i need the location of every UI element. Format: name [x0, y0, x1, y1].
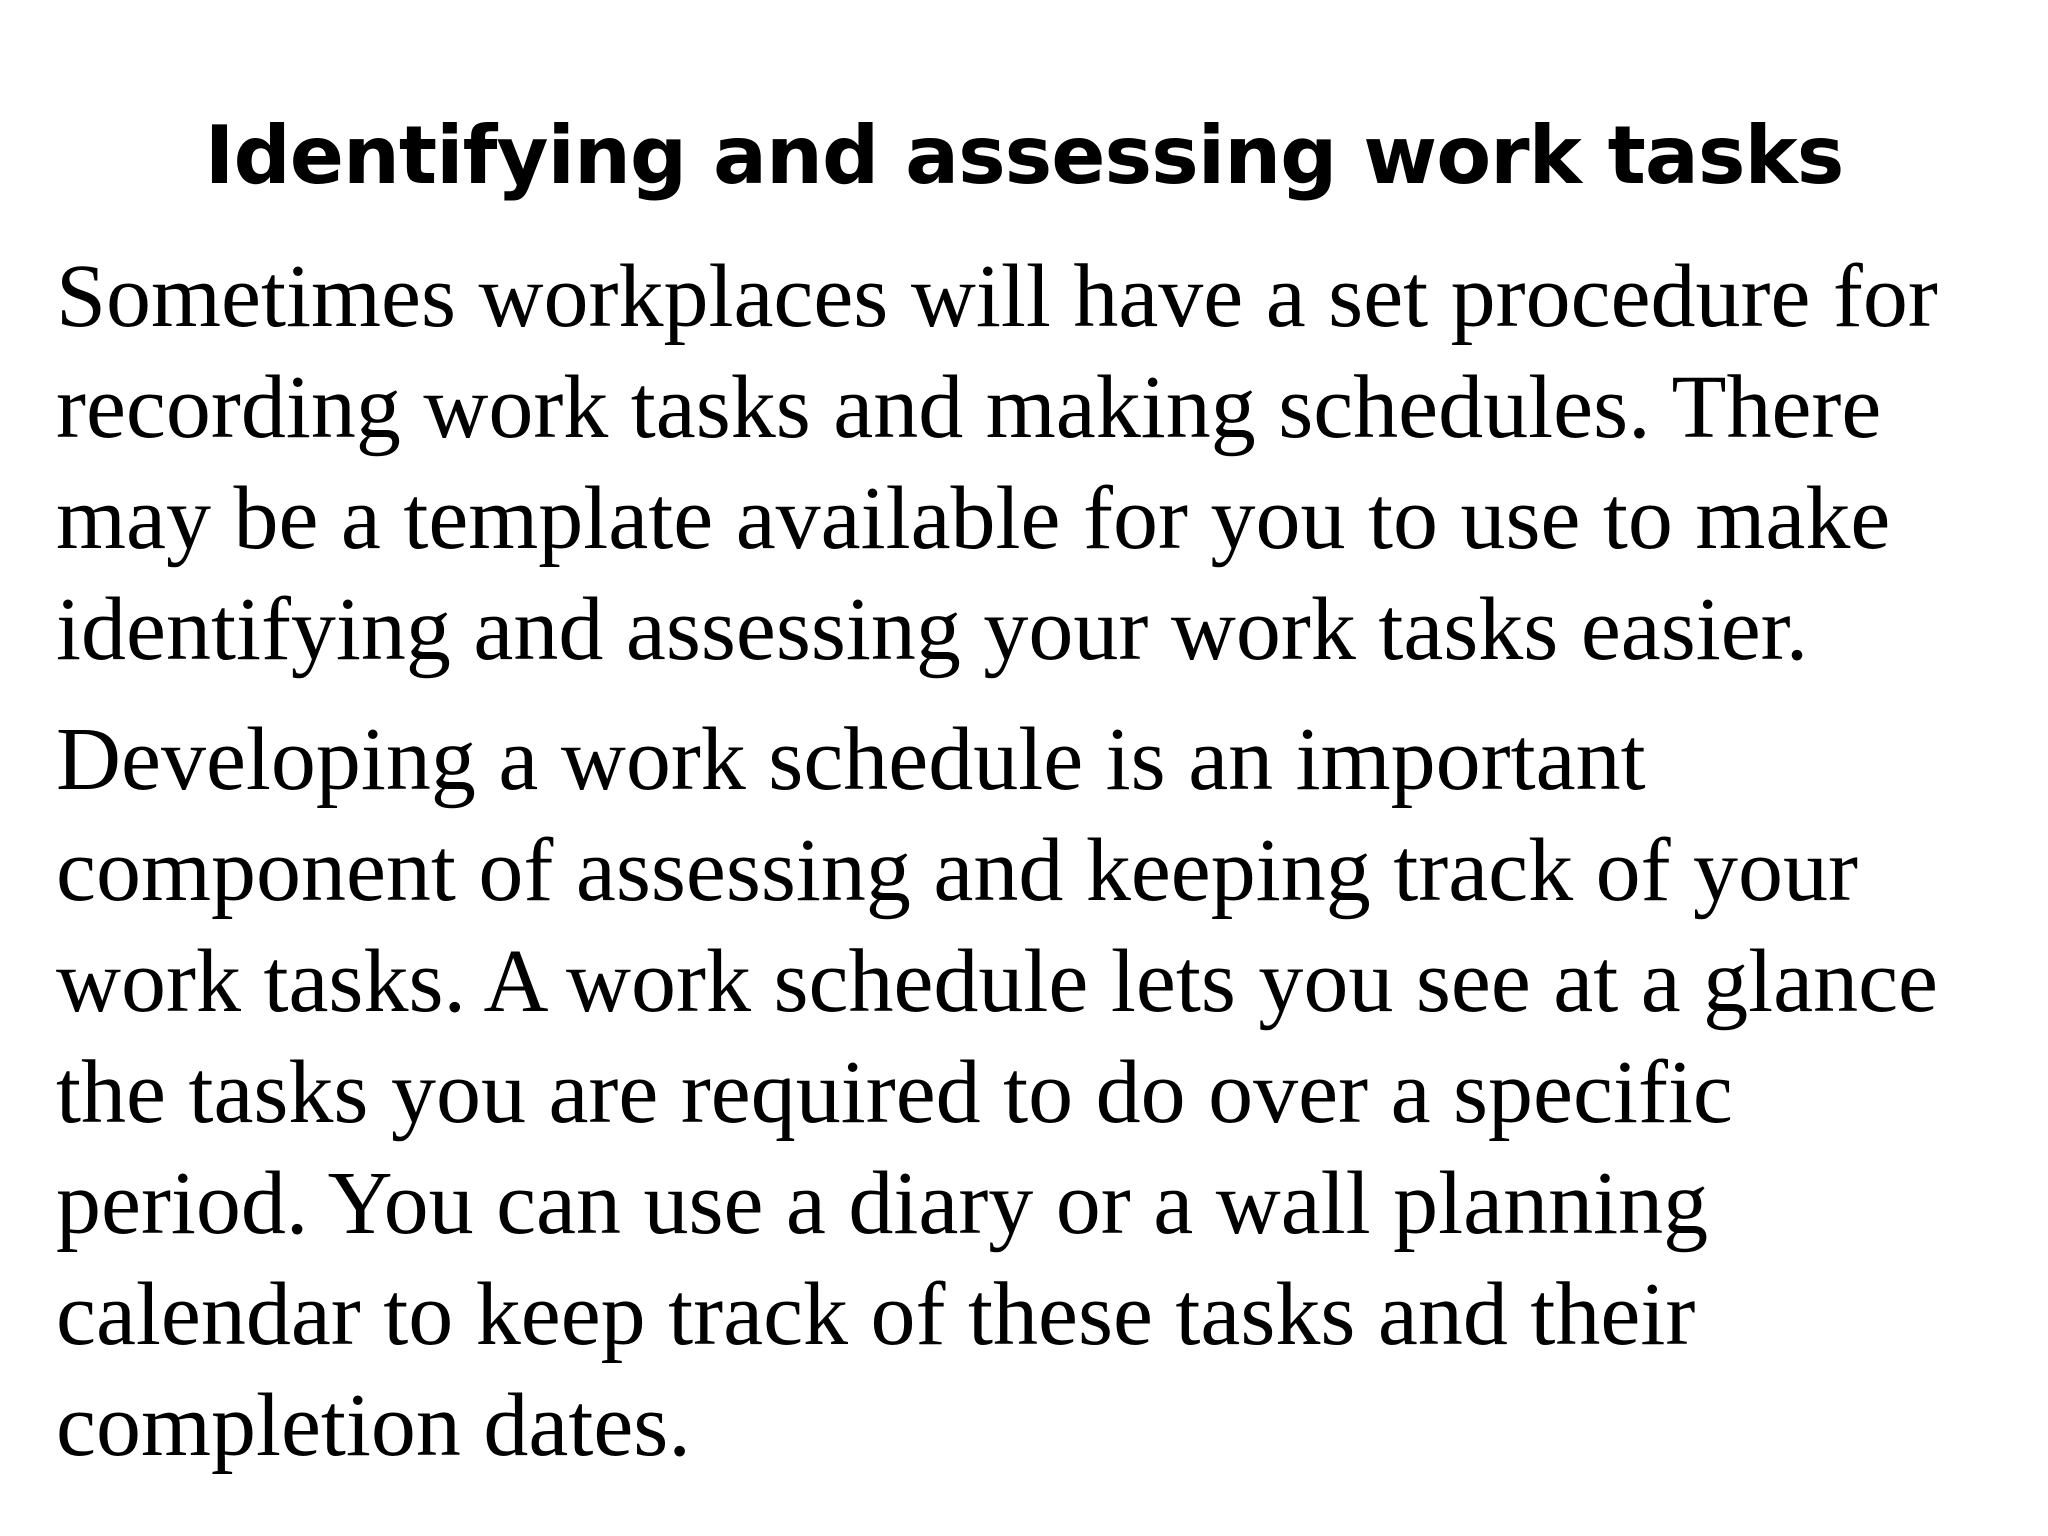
paragraph-templates	[56, 241, 2016, 685]
slide-title: Identifying and assessing work tasks	[204, 109, 1844, 202]
paragraph-line: may be a template available for you to use to make	[56, 469, 1891, 568]
paragraph-line: Developing a work schedule is an important	[56, 710, 1646, 809]
paragraph-line: period. You can use a diary or a wall planning	[56, 1154, 1709, 1253]
paragraph-line: completion dates.	[56, 1376, 691, 1475]
paragraph-line: identifying and assessing your work tasks easier.	[56, 580, 1809, 679]
paragraph-work-schedule	[56, 704, 2016, 1481]
paragraph-line: calendar to keep track of these tasks and their	[56, 1265, 1696, 1364]
paragraph-line: Sometimes workplaces will have a set procedure for	[56, 247, 1938, 346]
paragraph-line: component of assessing and keeping track of your	[56, 821, 1859, 920]
paragraph-line: recording work tasks and making schedules. There	[56, 358, 1882, 457]
paragraph-line: the tasks you are required to do over a specific	[56, 1043, 1733, 1142]
paragraph-line: work tasks. A work schedule lets you see at a glance	[56, 932, 1939, 1031]
